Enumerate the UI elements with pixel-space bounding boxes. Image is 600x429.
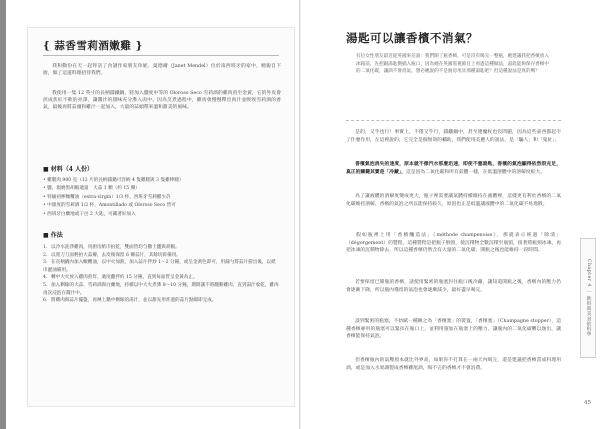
steps-list xyxy=(43,244,279,305)
ingredient-item: • 雞腿肉 900 克（12 片的長柄鑄鍋可容納 4 隻雞腿與 3 隻雞棒腿） xyxy=(43,177,279,185)
recipe-title: { 蒜香雪莉酒嫩雞 } xyxy=(43,40,143,52)
page-number: 45 xyxy=(584,400,591,406)
answer-paragraph xyxy=(346,279,561,294)
step-text: 在長柄鍋內加入橄欖油，以中火加熱，加入蒜片拌炒 1～2 分鐘，或呈金黃色即可，用漏勺將蒜片撈出後，以紙巾瀝油備用。 xyxy=(43,260,276,273)
step-text: 將雞肉與蒜片擺盤，再淋上鍋中剩餘的湯汁，並以甜先用炸過的蒜片點綴即完成。 xyxy=(51,298,217,304)
right-page xyxy=(301,0,600,429)
answer-paragraph xyxy=(346,193,561,208)
steps-heading: ■ 作法 xyxy=(43,232,63,239)
ingredient-item: • 鹽、現磨黑胡椒適量 大蒜 1 顆（約 15 瓣） xyxy=(43,185,279,193)
step-text: 以寬刀刀面輕拍大蒜瓣，去皮後保留 6 瓣蒜片，其餘切碎備用。 xyxy=(51,252,181,258)
answer-paragraph xyxy=(346,318,561,341)
paragraph-text: 但香檳瓶內的氣壓原本就比外界高，如果你不打算在一兩天內喝完，還是建議把香檳當成料理用酒，或是加入水果調製成香檳雞尾酒，喝不完的香檳才不會浪費。 xyxy=(346,358,561,371)
reader-question: 有位女性朋友最近從英國來信說：我們開了瓶香檳，可是沒有喝完一整瓶，她建議我把香檳放入冰箱前，先把銀湯匙倒插入瓶口，因為她在英國電視節目上看過這種做法，湯匙能夠保存香檳中的二氧化碳，讓酒不會消氣。想必她說的不是廚房用具那種湯匙吧？但這種說法是真的嗎？ xyxy=(356,54,549,75)
step-item: 3. 在長柄鍋內加入橄欖油，以中火加熱，加入蒜片拌炒 1～2 分鐘，或呈金黃色即可，用漏勺將蒜片撈出後，以紙巾瀝油備用。 xyxy=(43,260,276,273)
step-item: 4. 轉中大火放入雞肉煎炸，適度翻拌約 15 分鐘，直到每面皆呈金黃為止。 xyxy=(43,275,198,281)
answer-paragraph xyxy=(346,357,561,372)
paragraph-text: 這是因為二氧化碳和所有氣體一樣，在低溫溶體中的溶解度較大。 xyxy=(405,169,546,175)
step-item: 1. 以冷水洗淨雞肉，用廚房紙巾拍乾，雙面皆均勻撒上鹽與胡椒。 xyxy=(43,245,180,250)
ingredients-list xyxy=(43,177,279,219)
ingredient-item: • 中甜度的雪莉酒 1/2 杯，Amontillado 或 Oloroso Seco 皆可 xyxy=(43,202,279,210)
recipe-intro-text: 我和動份在天一起拜訪了食譜作家朋友珍妮．曼德爾（Janet Mendel）位於南西班牙的家中，她親自下廚，做了這道料理招待我們。 xyxy=(43,64,281,77)
ingredients-heading: ■ 材料（4 人份） xyxy=(43,166,94,173)
paragraph-bold-text: 香檳氣泡消失的速度，原本就不像汽水那麼迅速，即使不塞湯匙，香檳的氣泡顯得依然很充足，真正的關鍵其實是「冷藏」， xyxy=(346,161,561,175)
step-text: 轉中大火放入雞肉煎炸，適度翻拌約 15 分鐘，直到每面皆呈金黃為止。 xyxy=(51,275,198,281)
recipe-body xyxy=(43,90,281,112)
chapter-tab xyxy=(580,238,596,358)
paragraph-text: 為了讓液體的溶解度變成更大，瓶子裡需要讓氣體持續維持在液體裡，這樣更有利於香檳的二氧化碳維持溶解，香檳的氣泡之所以能保持較久，原因也正是低溫讓液體中的二氧化碳不易逸散。 xyxy=(346,194,561,207)
step-item: 6. 將雞肉與蒜片擺盤，再淋上鍋中剩餘的湯汁，並以甜先用炸過的蒜片點綴即完成。 xyxy=(43,298,217,304)
ingredient-item: • 西班牙白蘭地或干邑 2 大匙，可藏著好加入 xyxy=(43,211,279,219)
recipe-card xyxy=(27,27,295,407)
paragraph-text: 假如瓶裡上用「香檳釀造法」（méthode champenoise），那就表示經過「除渣」（dégorgement）的製程，這種製程是把瓶子倒置，使沉積物全數沉積至瓶頸，接著將瓶頸冰凍，再把冰凍的沉積物除去，所以這種香檳仍然含有大量的二氧化碳，開瓶之後也能維持一段時間。 xyxy=(346,233,561,254)
answer-paragraph xyxy=(346,232,561,255)
step-item: 5. 加入剩餘的大蒜、雪莉酒與白蘭地，持續以中大火煮沸 8～10 分鐘，期間讓不時翻動雞肉，直到湯汁收乾，雞肉再次浸泡在醬汁中。 xyxy=(43,282,279,296)
chapter-tab-label: Chapter 4 ｜ 飲料與美食的科學 xyxy=(586,259,591,337)
answer-paragraph xyxy=(346,161,561,176)
paragraph-text: 是的，又乎也行！事實上，不僅又乎行，鑄鐵鍋中，甚至連魔杖也沒問題，因為這些東西都起不了什麼作用，在這裡說的，它完全是個無效的輔助，我們使用美麗人的說法，是「騙人」和「鬼扯」。 xyxy=(346,130,561,143)
left-page-edge xyxy=(0,0,6,429)
recipe-title-rule xyxy=(43,55,279,56)
step-text: 加入剩餘的大蒜、雪莉酒與白蘭地，持續以中大火煮沸 8～10 分鐘，期間讓不時翻動雞肉，直到湯汁收乾，雞肉再次浸泡在醬汁中。 xyxy=(43,282,279,296)
recipe-intro xyxy=(43,63,281,77)
recipe-body-text: 我使用一隻 12 英寸的長柄鑄鐵鍋，將加入鹽度中等的 Oloroso Seco 雪莉酒的雞肉煎至金黃，它的外皮會煎成焦紅不軟的亮澤，讓醬汁的甜味充分滲入肉中。因為烹煮過程中，雞肉會慢慢釋出肉汁並吸收雪莉酒的香氣，最後再將蒜頭和雞汁一起加入，大量的蒜頭帶來溫和甜美的風味。 xyxy=(43,91,281,111)
answer-paragraph xyxy=(346,129,561,144)
paragraph-text: 若要保留已開瓶的香檳，請使用緊密的瓶塞封住瓶口後冷藏，讓知道開瓶之後，香檳內的壓力仍會逐漸下降，所以瓶內殘留的氣泡也會逐漸減少，最好盡早喝完。 xyxy=(346,280,561,293)
step-text: 以冷水洗淨雞肉，用廚房紙巾拍乾，雙面皆均勻撒上鹽與胡椒。 xyxy=(51,245,180,250)
step-item: 2. 以寬刀刀面輕拍大蒜瓣，去皮後保留 6 瓣蒜片，其餘切碎備用。 xyxy=(43,252,181,258)
left-page xyxy=(0,0,299,429)
section-divider xyxy=(346,120,561,121)
article-title: 湯匙可以讓香檳不消氣？ xyxy=(346,31,478,45)
paragraph-text: 談到緊密的瓶塞，不妨賦一種稱之為「香檳塞」的裝置，「香檳塞」（Champagne stopper），這種香檳專用的瓶塞可以緊扣在瓶口上，並利用施加在瓶塞上的壓力，讓瓶內的二氧化碳難以逸出，讓香檳能保持氣泡。 xyxy=(346,319,561,340)
ingredient-item: • 特級初榨橄欖油（extra-virgin）1/3 杯、西班牙雪莉醋少許 xyxy=(43,194,279,202)
